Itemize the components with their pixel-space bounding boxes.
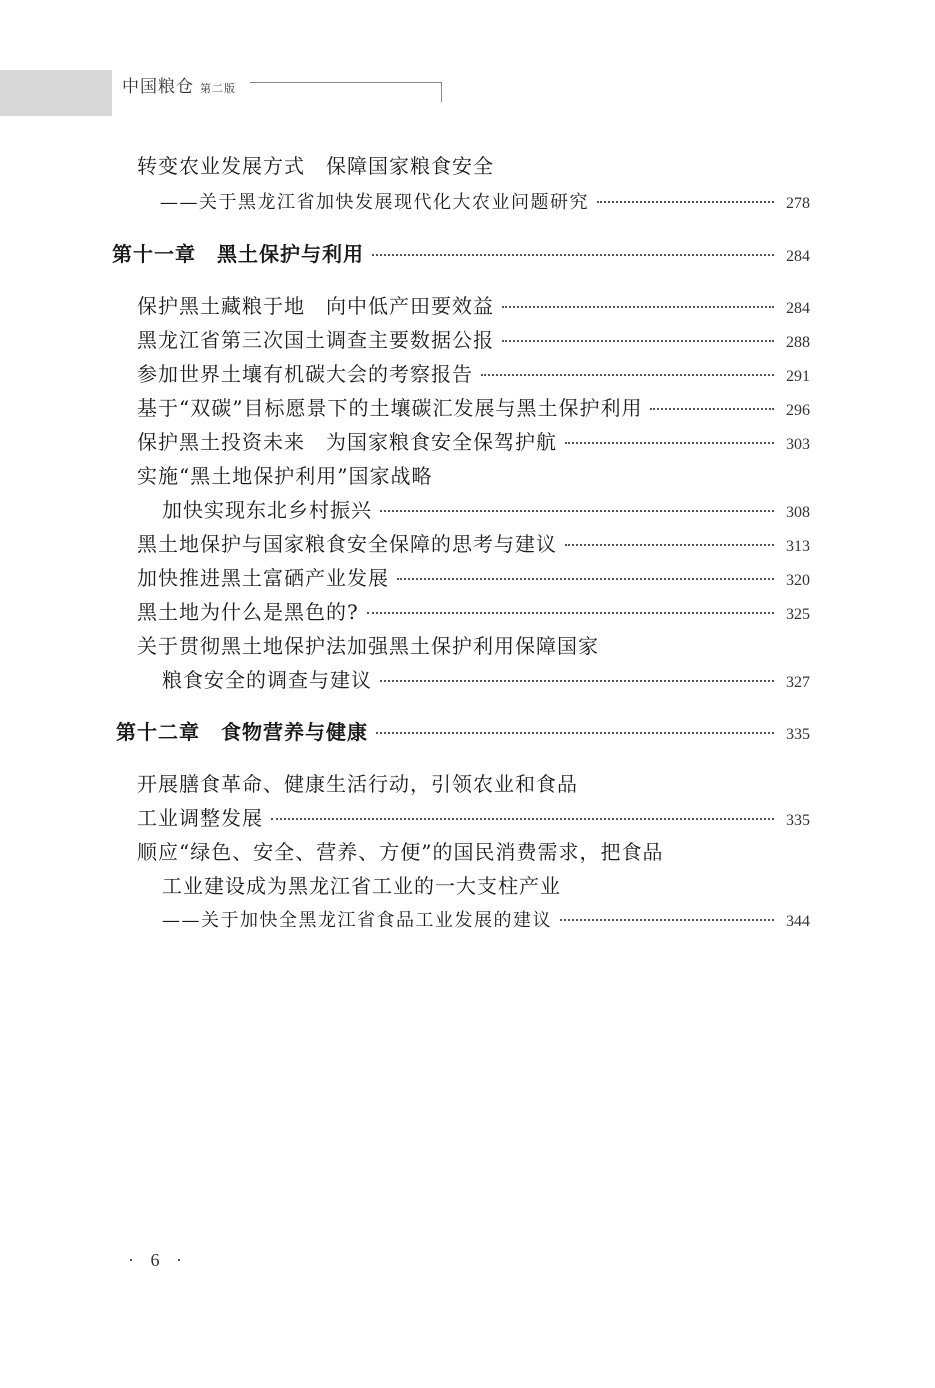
toc-entry-subtitle: ——关于加快全黑龙江省食品工业发展的建议 xyxy=(162,910,552,931)
header-rule xyxy=(250,82,442,83)
header-band xyxy=(0,70,112,116)
toc-chapter[interactable] xyxy=(112,238,810,267)
toc-entry[interactable] xyxy=(137,392,810,421)
page-number: 327 xyxy=(786,674,810,691)
toc-entry-continuation[interactable] xyxy=(162,664,810,693)
page-number: 325 xyxy=(786,606,810,623)
leader-dots xyxy=(560,919,774,921)
toc-entry-continuation[interactable] xyxy=(162,494,810,523)
leader-dots xyxy=(597,201,774,203)
chapter-title: 第十二章 食物营养与健康 xyxy=(116,720,368,744)
page-number: 296 xyxy=(786,402,810,419)
leader-dots xyxy=(565,442,774,444)
leader-dots xyxy=(271,818,774,820)
toc-entry-title: 转变农业发展方式 保障国家粮食安全 xyxy=(137,154,494,178)
page-number: 320 xyxy=(786,572,810,589)
page-number: 288 xyxy=(786,334,810,351)
toc-entry[interactable] xyxy=(162,906,810,932)
page-number: 284 xyxy=(786,300,810,317)
leader-dots xyxy=(380,510,774,512)
toc-entry-title: 加快实现东北乡村振兴 xyxy=(162,498,372,522)
header-rule-tick xyxy=(441,82,442,102)
toc-entry-title: 加快推进黑土富硒产业发展 xyxy=(137,566,389,590)
toc-entry[interactable] xyxy=(137,358,810,387)
page-number: 291 xyxy=(786,368,810,385)
book-title: 中国粮仓 xyxy=(122,77,194,97)
toc-entry-title: 粮食安全的调查与建议 xyxy=(162,668,372,692)
toc-entry[interactable] xyxy=(137,290,810,319)
footer-page-number: · 6 · xyxy=(128,1250,188,1270)
toc-entry-title: 基于“双碳”目标愿景下的土壤碳汇发展与黑土保护利用 xyxy=(137,396,643,420)
toc-entry-subtitle: ——关于黑龙江省加快发展现代化大农业问题研究 xyxy=(160,192,589,213)
toc-entry[interactable] xyxy=(137,596,810,625)
toc-entry[interactable] xyxy=(137,426,810,455)
toc-entry-title: 工业建设成为黑龙江省工业的一大支柱产业 xyxy=(162,874,561,898)
leader-dots xyxy=(502,306,774,308)
leader-dots xyxy=(397,578,774,580)
toc-entry-title: 黑土地保护与国家粮食安全保障的思考与建议 xyxy=(137,532,557,556)
leader-dots xyxy=(650,408,774,410)
toc-entry[interactable] xyxy=(137,836,810,865)
toc-entry[interactable] xyxy=(160,188,810,214)
toc-chapter[interactable] xyxy=(116,716,810,745)
toc-entry[interactable] xyxy=(137,768,810,797)
toc-entry-title: 关于贯彻黑土地保护法加强黑土保护利用保障国家 xyxy=(137,634,599,658)
toc-entry-title: 顺应“绿色、安全、营养、方便”的国民消费需求，把食品 xyxy=(137,840,664,864)
leader-dots xyxy=(372,254,774,256)
toc-entry[interactable] xyxy=(137,562,810,591)
edition-label: 第二版 xyxy=(200,82,236,95)
page-number: 335 xyxy=(786,812,810,829)
toc-entry-title: 实施“黑土地保护利用”国家战略 xyxy=(137,464,433,488)
page-number: 344 xyxy=(786,913,810,930)
leader-dots xyxy=(565,544,774,546)
leader-dots xyxy=(481,374,774,376)
toc-entry[interactable] xyxy=(137,324,810,353)
page-number: 284 xyxy=(786,248,810,265)
leader-dots xyxy=(380,680,774,682)
toc-entry-continuation[interactable] xyxy=(137,802,810,831)
page-number: 303 xyxy=(786,436,810,453)
leader-dots xyxy=(367,612,774,614)
toc-entry-title: 参加世界土壤有机碳大会的考察报告 xyxy=(137,362,473,386)
toc-entry-title: 黑土地为什么是黑色的? xyxy=(137,600,359,624)
toc-entry[interactable] xyxy=(137,150,810,179)
running-header xyxy=(122,72,236,97)
page-number: 308 xyxy=(786,504,810,521)
toc-entry-title: 保护黑土藏粮于地 向中低产田要效益 xyxy=(137,294,494,318)
toc-entry-title: 黑龙江省第三次国土调查主要数据公报 xyxy=(137,328,494,352)
toc-entry-title: 保护黑土投资未来 为国家粮食安全保驾护航 xyxy=(137,430,557,454)
toc-entry[interactable] xyxy=(137,630,810,659)
page-number: 313 xyxy=(786,538,810,555)
toc-entry-continuation[interactable] xyxy=(162,870,810,899)
toc-entry-title: 工业调整发展 xyxy=(137,806,263,830)
leader-dots xyxy=(376,732,774,734)
page-number: 335 xyxy=(786,726,810,743)
toc-entry-title: 开展膳食革命、健康生活行动，引领农业和食品 xyxy=(137,772,578,796)
chapter-title: 第十一章 黑土保护与利用 xyxy=(112,242,364,266)
leader-dots xyxy=(502,340,774,342)
toc-entry[interactable] xyxy=(137,460,810,489)
toc-entry[interactable] xyxy=(137,528,810,557)
page-number: 278 xyxy=(786,195,810,212)
